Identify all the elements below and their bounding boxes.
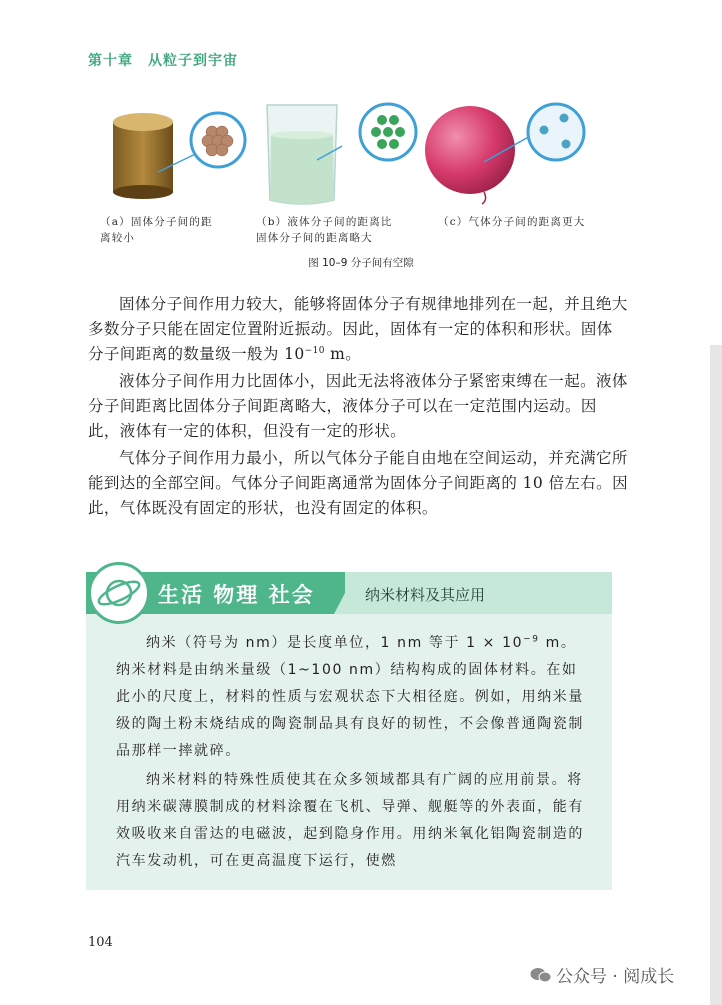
sidebar-paragraph-1: 纳米（符号为 nm）是长度单位，1 nm 等于 $1 \times 10^{-9}$ m。纳米材料是由纳米量级（1~100 nm）结构构成的固体材料。在如此小的尺度上，材料的性质与宏观状态下大相径庭。例如，用纳米量级的陶土粉末烧结成的陶瓷制品具有良好的韧性，不会像普通陶瓷制品那样一摔就碎。 [116, 634, 584, 759]
chapter-title: 第十章 从粒子到宇宙 [88, 53, 238, 69]
sidebar-paragraph-2: 纳米材料的特殊性质使其在众多领域都具有广阔的应用前景。将用纳米碳薄膜制成的材料涂覆在飞机、导弹、舰艇等的外表面，能有效吸收来自雷达的电磁波，起到隐身作用。用纳米氧化铝陶瓷制造的汽车发动机，可在更高温度下运行，使燃 [116, 772, 584, 869]
page-number: 104 [88, 935, 113, 950]
caption-a-line1: （a）固体分子间的距 [100, 216, 213, 228]
sidebar-label: 生活 物理 社会 [158, 583, 315, 607]
watermark-text: 公众号 · 阅成长 [556, 967, 675, 987]
caption-c [438, 214, 628, 230]
caption-b [256, 214, 436, 246]
body-text [88, 292, 628, 523]
caption-a-line2: 离较小 [100, 232, 136, 244]
sidebar-text [116, 630, 588, 877]
paragraph-liquid: 液体分子间作用力比固体小，因此无法将液体分子紧密束缚在一起。液体分子间距离比固体分子间距离略大，液体分子可以在一定范围内运动。因此，液体有一定的体积，但没有一定的形状。 [88, 372, 628, 440]
paragraph-gas: 气体分子间作用力最小，所以气体分子能自由地在空间运动，并充满它所能到达的全部空间。气体分子间距离通常为固体分子间距离的 10 倍左右。因此，气体既没有固定的形状，也没有固定的体积。 [88, 449, 628, 517]
planet-icon [88, 562, 150, 624]
figure-title: 图 10–9 分子间有空隙 [308, 257, 414, 269]
solid-molecule-magnifier [188, 110, 248, 170]
scrollbar-track[interactable] [710, 345, 722, 1005]
caption-c-line1: （c）气体分子间的距离更大 [438, 216, 586, 228]
watermark [530, 962, 674, 987]
gas-molecule-magnifier [524, 100, 588, 164]
beaker-illustration [262, 100, 342, 210]
balloon-illustration [422, 100, 532, 210]
sidebar-topic: 纳米材料及其应用 [365, 586, 486, 604]
liquid-molecule-magnifier [356, 100, 420, 164]
caption-a [100, 214, 240, 246]
caption-b-line1: （b）液体分子间的距离比 [256, 216, 393, 228]
wechat-icon [530, 966, 550, 982]
paragraph-solid: 固体分子间作用力较大，能够将固体分子有规律地排列在一起，并且绝大多数分子只能在固定位置附近振动。因此，固体有一定的体积和形状。固体分子间距离的数量级一般为 $10^{-10}$ m。 [88, 295, 628, 363]
caption-b-line2: 固体分子间的距离略大 [256, 232, 373, 244]
